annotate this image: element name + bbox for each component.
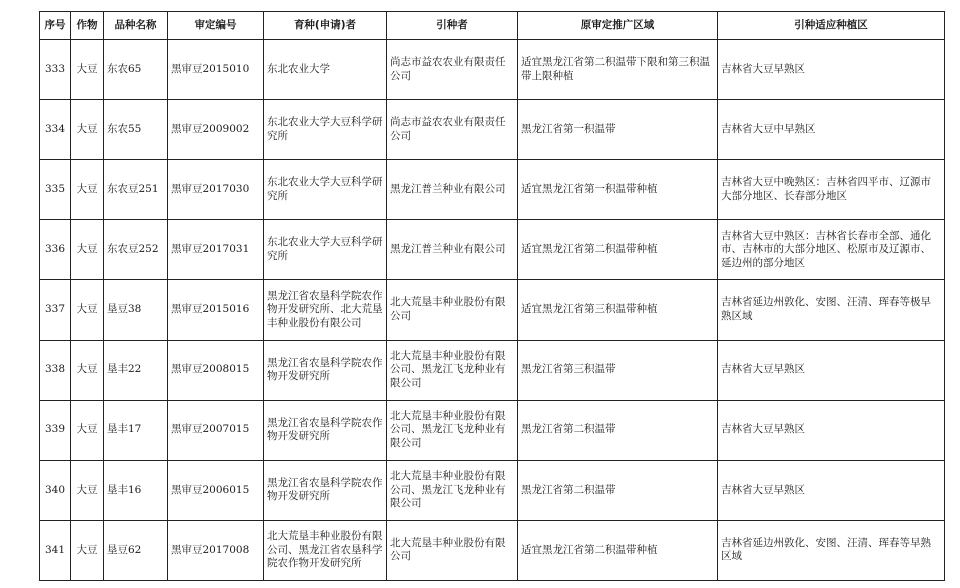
cell-no: 334 (40, 100, 71, 160)
cell-breeder: 东北农业大学大豆科学研究所 (264, 160, 387, 220)
cell-crop: 大豆 (71, 40, 104, 100)
header-introducer: 引种者 (387, 12, 518, 40)
cell-introducer: 北大荒垦丰种业股份有限公司 (387, 280, 518, 340)
cell-variety: 东农55 (104, 100, 168, 160)
cell-orig-region: 适宜黑龙江省第二积温带种植 (518, 220, 718, 280)
cell-no: 340 (40, 460, 71, 520)
cell-introducer: 黑龙江普兰种业有限公司 (387, 160, 518, 220)
cell-introducer: 黑龙江普兰种业有限公司 (387, 220, 518, 280)
cell-orig-region: 黑龙江省第一积温带 (518, 100, 718, 160)
cell-new-region: 吉林省大豆早熟区 (718, 400, 945, 460)
cell-introducer: 北大荒垦丰种业股份有限公司、黑龙江飞龙种业有限公司 (387, 460, 518, 520)
cell-crop: 大豆 (71, 400, 104, 460)
cell-introducer: 尚志市益农农业有限责任公司 (387, 40, 518, 100)
header-variety: 品种名称 (104, 12, 168, 40)
cell-no: 333 (40, 40, 71, 100)
cell-new-region: 吉林省延边州敦化、安图、汪清、珲春等早熟区域 (718, 520, 945, 580)
header-row (40, 12, 945, 40)
cell-variety: 东农豆251 (104, 160, 168, 220)
cell-crop: 大豆 (71, 460, 104, 520)
cell-variety: 东农豆252 (104, 220, 168, 280)
cell-no: 338 (40, 340, 71, 400)
header-no: 序号 (40, 12, 71, 40)
cell-no: 335 (40, 160, 71, 220)
cell-introducer: 北大荒垦丰种业股份有限公司、黑龙江飞龙种业有限公司 (387, 340, 518, 400)
cell-code: 黑审豆2017031 (168, 220, 264, 280)
table-row (40, 520, 945, 580)
cell-variety: 垦丰22 (104, 340, 168, 400)
header-new-region: 引种适应种植区 (718, 12, 945, 40)
cell-crop: 大豆 (71, 280, 104, 340)
cell-variety: 垦丰16 (104, 460, 168, 520)
cell-crop: 大豆 (71, 340, 104, 400)
cell-variety: 垦丰17 (104, 400, 168, 460)
table-row (40, 460, 945, 520)
header-code: 审定编号 (168, 12, 264, 40)
cell-new-region: 吉林省大豆中早熟区 (718, 100, 945, 160)
cell-breeder: 北大荒垦丰种业股份有限公司、黑龙江省农垦科学院农作物开发研究所 (264, 520, 387, 580)
cell-introducer: 北大荒垦丰种业股份有限公司、黑龙江飞龙种业有限公司 (387, 400, 518, 460)
cell-code: 黑审豆2015010 (168, 40, 264, 100)
cell-no: 341 (40, 520, 71, 580)
variety-table (39, 11, 945, 581)
header-crop: 作物 (71, 12, 104, 40)
cell-new-region: 吉林省延边州敦化、安图、汪清、珲春等极早熟区域 (718, 280, 945, 340)
cell-breeder: 黑龙江省农垦科学院农作物开发研究所 (264, 460, 387, 520)
table-row (40, 280, 945, 340)
cell-variety: 垦豆38 (104, 280, 168, 340)
cell-new-region: 吉林省大豆早熟区 (718, 340, 945, 400)
cell-new-region: 吉林省大豆中熟区：吉林省长春市全部、通化市、吉林市的大部分地区、松原市及辽源市、延边州的部分地区 (718, 220, 945, 280)
cell-no: 339 (40, 400, 71, 460)
cell-orig-region: 适宜黑龙江省第二积温带种植 (518, 520, 718, 580)
table-row (40, 340, 945, 400)
cell-code: 黑审豆2006015 (168, 460, 264, 520)
cell-code: 黑审豆2009002 (168, 100, 264, 160)
cell-no: 337 (40, 280, 71, 340)
cell-code: 黑审豆2008015 (168, 340, 264, 400)
cell-introducer: 尚志市益农农业有限责任公司 (387, 100, 518, 160)
cell-crop: 大豆 (71, 520, 104, 580)
cell-breeder: 东北农业大学大豆科学研究所 (264, 100, 387, 160)
cell-code: 黑审豆2017030 (168, 160, 264, 220)
header-orig-region: 原审定推广区域 (518, 12, 718, 40)
cell-code: 黑审豆2017008 (168, 520, 264, 580)
cell-new-region: 吉林省大豆早熟区 (718, 40, 945, 100)
cell-orig-region: 适宜黑龙江省第二积温带下限和第三积温带上限种植 (518, 40, 718, 100)
table-row (40, 400, 945, 460)
cell-variety: 垦豆62 (104, 520, 168, 580)
table-row (40, 220, 945, 280)
cell-variety: 东农65 (104, 40, 168, 100)
table-row (40, 160, 945, 220)
cell-crop: 大豆 (71, 100, 104, 160)
table-row (40, 100, 945, 160)
table-row (40, 40, 945, 100)
cell-crop: 大豆 (71, 220, 104, 280)
cell-crop: 大豆 (71, 160, 104, 220)
cell-new-region: 吉林省大豆中晚熟区：吉林省四平市、辽源市大部分地区、长春部分地区 (718, 160, 945, 220)
cell-code: 黑审豆2007015 (168, 400, 264, 460)
cell-new-region: 吉林省大豆早熟区 (718, 460, 945, 520)
cell-breeder: 黑龙江省农垦科学院农作物开发研究所 (264, 400, 387, 460)
cell-orig-region: 黑龙江省第二积温带 (518, 400, 718, 460)
cell-orig-region: 黑龙江省第二积温带 (518, 460, 718, 520)
cell-code: 黑审豆2015016 (168, 280, 264, 340)
cell-introducer: 北大荒垦丰种业股份有限公司 (387, 520, 518, 580)
cell-no: 336 (40, 220, 71, 280)
cell-breeder: 东北农业大学大豆科学研究所 (264, 220, 387, 280)
cell-breeder: 黑龙江省农垦科学院农作物开发研究所、北大荒垦丰种业股份有限公司 (264, 280, 387, 340)
cell-breeder: 东北农业大学 (264, 40, 387, 100)
cell-orig-region: 适宜黑龙江省第三积温带种植 (518, 280, 718, 340)
cell-orig-region: 适宜黑龙江省第一积温带种植 (518, 160, 718, 220)
cell-breeder: 黑龙江省农垦科学院农作物开发研究所 (264, 340, 387, 400)
cell-orig-region: 黑龙江省第三积温带 (518, 340, 718, 400)
header-breeder: 育种(申请)者 (264, 12, 387, 40)
